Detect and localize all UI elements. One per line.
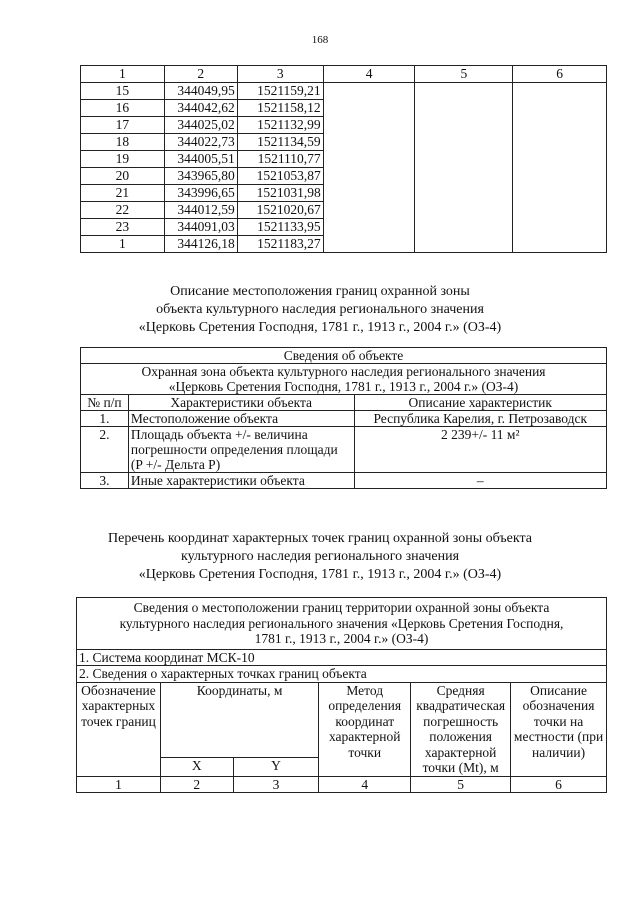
location-table: [76, 597, 607, 793]
column-number: 3: [233, 776, 319, 793]
coord-x: 344012,59: [164, 202, 237, 219]
coord-x: 344005,51: [164, 151, 237, 168]
header-point-description: Описание обозначения точки на местности (при наличии): [511, 682, 607, 776]
row-characteristic: Местоположение объекта: [128, 411, 354, 427]
subtitle-line: Охранная зона объекта культурного наследия регионального значения: [141, 364, 546, 379]
subtitle-line: «Церковь Сретения Господня, 1781 г., 1913 г., 2004 г.» (ОЗ-4): [168, 379, 519, 394]
coord-y: 1521020,67: [237, 202, 323, 219]
coord-y: 1521183,27: [237, 236, 323, 253]
table-row: [81, 427, 607, 473]
header-characteristic: Характеристики объекта: [128, 395, 354, 411]
caption-line: «Церковь Сретения Господня, 1781 г., 1913 г., 2004 г.» (ОЗ-4): [138, 567, 502, 582]
object-info-subtitle: [81, 364, 607, 395]
coord-y: 1521031,98: [237, 185, 323, 202]
table-row: [81, 473, 607, 489]
coord-y: 1521133,95: [237, 219, 323, 236]
point-number: 1: [81, 236, 165, 253]
coord-x: 344025,02: [164, 117, 237, 134]
caption-line: Перечень координат характерных точек границ охранной зоны объекта: [108, 531, 532, 546]
row-description: –: [354, 473, 607, 489]
location-title: Сведения о местоположении границ территории охранной зоны объекта культурного наследия регионального значения «Церковь Сретения Господня, 1781 г., 1913 г., 2004 г.» (ОЗ-4): [77, 598, 607, 650]
coord-y: 1521134,59: [237, 134, 323, 151]
object-description-caption: [0, 283, 640, 337]
coordinate-system: 1. Система координат МСК-10: [77, 649, 607, 666]
table-row: [81, 411, 607, 427]
coord-x: 344126,18: [164, 236, 237, 253]
object-info-title: Сведения об объекте: [81, 348, 607, 364]
point-number: 17: [81, 117, 165, 134]
row-characteristic: Иные характеристики объекта: [128, 473, 354, 489]
coord-y: 1521132,99: [237, 117, 323, 134]
coordinates-table: [80, 65, 607, 253]
column-number: 6: [511, 776, 607, 793]
caption-line: Описание местоположения границ охранной зоны: [170, 284, 470, 299]
column-number: 1: [77, 776, 161, 793]
coord-y: 1521053,87: [237, 168, 323, 185]
column-number: 5: [411, 776, 511, 793]
point-number: 16: [81, 100, 165, 117]
coord-x: 344022,73: [164, 134, 237, 151]
caption-line: «Церковь Сретения Господня, 1781 г., 1913 г., 2004 г.» (ОЗ-4): [138, 320, 502, 335]
header-description: Описание характеристик: [354, 395, 607, 411]
column-number-row: [77, 776, 607, 793]
row-description: Республика Карелия, г. Петрозаводск: [354, 411, 607, 427]
coord-y: 1521110,77: [237, 151, 323, 168]
coord-x: 344042,62: [164, 100, 237, 117]
point-number: 21: [81, 185, 165, 202]
coord-y: 1521159,21: [237, 83, 323, 100]
coordinates-list-caption: [0, 530, 640, 584]
caption-line: объекта культурного наследия регионального значения: [156, 302, 484, 317]
point-number: 20: [81, 168, 165, 185]
header-error: Средняя квадратическая погрешность положения характерной точки (Mt), м: [411, 682, 511, 776]
header-method: Метод определения координат характерной точки: [319, 682, 411, 776]
header-coordinates: Координаты, м: [160, 682, 318, 757]
caption-line: культурного наследия регионального значения: [180, 549, 460, 564]
column-header: 3: [237, 66, 323, 83]
header-num: № п/п: [81, 395, 129, 411]
header-y: Y: [233, 757, 319, 776]
row-num: 2.: [81, 427, 129, 473]
object-info-table: [80, 347, 607, 489]
coord-y: 1521158,12: [237, 100, 323, 117]
coord-x: 344049,95: [164, 83, 237, 100]
column-number: 4: [319, 776, 411, 793]
empty-cell: [513, 83, 607, 253]
table-row: [81, 83, 607, 100]
header-x: X: [160, 757, 233, 776]
header-point-designation: Обозначение характерных точек границ: [77, 682, 161, 776]
coord-x: 343965,80: [164, 168, 237, 185]
column-header: 4: [323, 66, 415, 83]
column-header: 6: [513, 66, 607, 83]
coord-x: 343996,65: [164, 185, 237, 202]
point-number: 19: [81, 151, 165, 168]
coord-x: 344091,03: [164, 219, 237, 236]
empty-cell: [415, 83, 513, 253]
point-number: 15: [81, 83, 165, 100]
column-header: 2: [164, 66, 237, 83]
point-number: 18: [81, 134, 165, 151]
point-number: 23: [81, 219, 165, 236]
header-row: [81, 66, 607, 83]
point-number: 22: [81, 202, 165, 219]
row-description: 2 239+/- 11 м²: [354, 427, 607, 473]
empty-cell: [323, 83, 415, 253]
row-num: 3.: [81, 473, 129, 489]
row-num: 1.: [81, 411, 129, 427]
column-header: 5: [415, 66, 513, 83]
column-number: 2: [160, 776, 233, 793]
page-number: 168: [311, 34, 329, 46]
row-characteristic: Площадь объекта +/- величина погрешности определения площади (P +/- Дельта P): [128, 427, 354, 473]
points-info: 2. Сведения о характерных точках границ объекта: [77, 666, 607, 683]
column-header: 1: [81, 66, 165, 83]
